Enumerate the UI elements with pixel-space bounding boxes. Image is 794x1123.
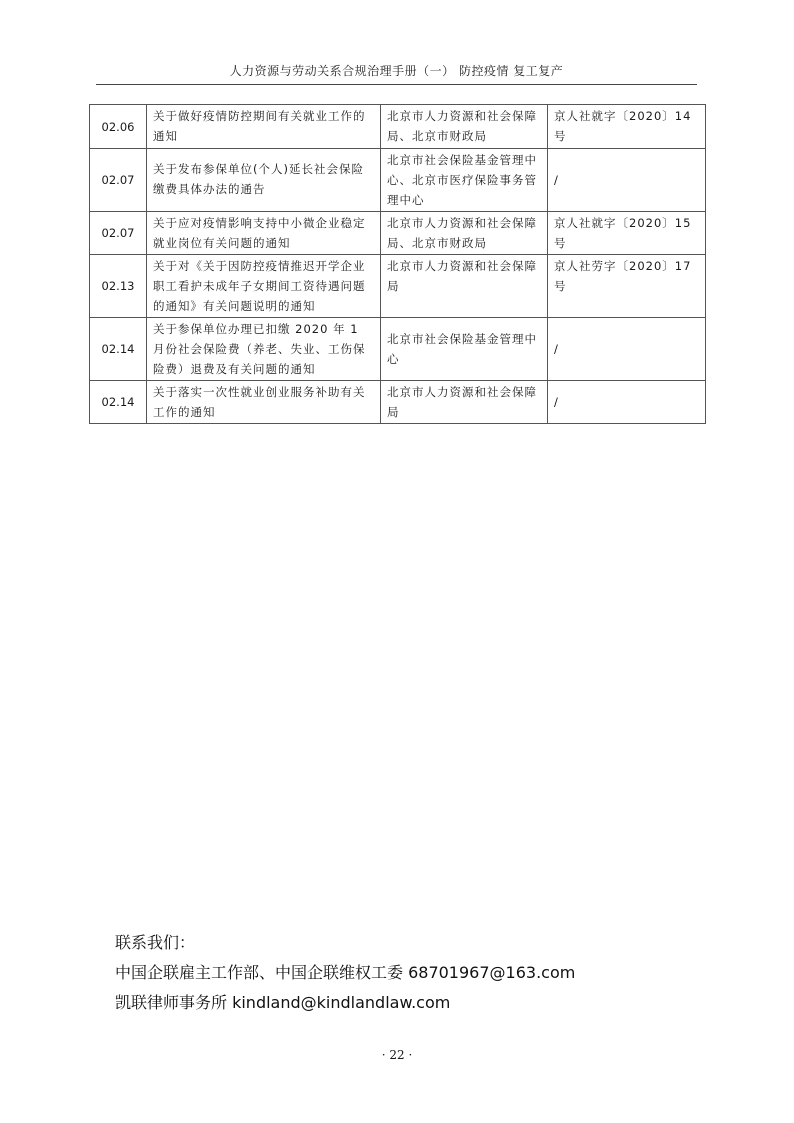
- row-title: 关于参保单位办理已扣缴 2020 年 1 月份社会保险费（养老、失业、工伤保险费）退费及有关问题的通知: [147, 318, 381, 381]
- header-divider: [96, 84, 697, 85]
- contact-line-law-firm: 凯联律师事务所 kindland@kindlandlaw.com: [115, 993, 451, 1012]
- row-issuer: 北京市人力资源和社会保障局: [381, 255, 548, 318]
- page-number: · 22 ·: [381, 1048, 413, 1062]
- row-doc-number: /: [548, 318, 706, 381]
- contact-block: [115, 928, 575, 1018]
- table-row: [90, 212, 706, 255]
- row-date: 02.07: [90, 212, 147, 255]
- table-row: [90, 105, 706, 149]
- row-date: 02.14: [90, 318, 147, 381]
- row-issuer: 北京市社会保险基金管理中心、北京市医疗保险事务管理中心: [381, 149, 548, 212]
- table-row: [90, 255, 706, 318]
- row-doc-number: 京人社就字〔2020〕15号: [548, 212, 706, 255]
- row-doc-number: 京人社就字〔2020〕14号: [548, 105, 706, 149]
- row-title: 关于对《关于因防控疫情推迟开学企业职工看护未成年子女期间工资待遇问题的通知》有关问题说明的通知: [147, 255, 381, 318]
- row-issuer: 北京市人力资源和社会保障局、北京市财政局: [381, 105, 548, 149]
- row-title: 关于发布参保单位(个人)延长社会保险缴费具体办法的通告: [147, 149, 381, 212]
- regulation-table: [89, 104, 706, 424]
- contact-line-employer-dept: 中国企联雇主工作部、中国企联维权工委 68701967@163.com: [115, 963, 576, 982]
- table-row: [90, 318, 706, 381]
- row-date: 02.07: [90, 149, 147, 212]
- row-issuer: 北京市人力资源和社会保障局: [381, 381, 548, 424]
- row-title: 关于做好疫情防控期间有关就业工作的通知: [147, 105, 381, 149]
- table-row: [90, 381, 706, 424]
- row-date: 02.13: [90, 255, 147, 318]
- row-issuer: 北京市人力资源和社会保障局、北京市财政局: [381, 212, 548, 255]
- row-date: 02.14: [90, 381, 147, 424]
- contact-heading: 联系我们：: [115, 933, 196, 952]
- row-issuer: 北京市社会保险基金管理中心: [381, 318, 548, 381]
- row-doc-number: /: [548, 149, 706, 212]
- table-row: [90, 149, 706, 212]
- row-title: 关于应对疫情影响支持中小微企业稳定就业岗位有关问题的通知: [147, 212, 381, 255]
- row-doc-number: /: [548, 381, 706, 424]
- row-title: 关于落实一次性就业创业服务补助有关工作的通知: [147, 381, 381, 424]
- row-doc-number: 京人社劳字〔2020〕17号: [548, 255, 706, 318]
- row-date: 02.06: [90, 105, 147, 149]
- page-header-title: 人力资源与劳动关系合规治理手册（一） 防控疫情 复工复产: [229, 64, 564, 78]
